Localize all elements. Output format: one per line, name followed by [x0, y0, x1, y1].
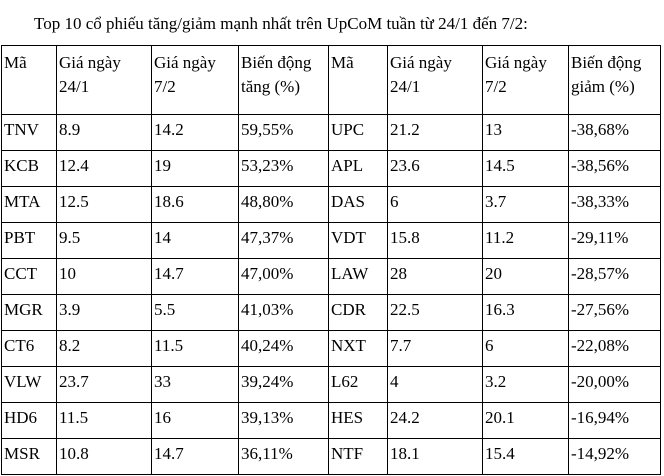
cell-up-code: CT6 [2, 331, 57, 367]
cell-up-price-start: 10.8 [57, 439, 152, 475]
cell-up-change: 47,00% [239, 259, 329, 295]
cell-down-change: -29,11% [569, 223, 661, 259]
cell-down-code: NXT [329, 331, 388, 367]
table-row [2, 367, 661, 403]
cell-up-price-end: 18.6 [152, 187, 239, 223]
cell-up-code: TNV [2, 115, 57, 151]
header-price-start-down: Giá ngày 24/1 [388, 46, 483, 115]
cell-down-code: HES [329, 403, 388, 439]
cell-up-price-start: 12.4 [57, 151, 152, 187]
cell-down-price-end: 14.5 [483, 151, 569, 187]
cell-up-price-end: 16 [152, 403, 239, 439]
table-row [2, 115, 661, 151]
table-row [2, 295, 661, 331]
cell-down-change: -38,56% [569, 151, 661, 187]
cell-down-code: UPC [329, 115, 388, 151]
cell-up-price-end: 19 [152, 151, 239, 187]
cell-up-change: 59,55% [239, 115, 329, 151]
cell-up-price-start: 10 [57, 259, 152, 295]
cell-down-price-end: 16.3 [483, 295, 569, 331]
cell-down-price-end: 11.2 [483, 223, 569, 259]
table-row [2, 403, 661, 439]
cell-down-change: -20,00% [569, 367, 661, 403]
header-price-start-up: Giá ngày 24/1 [57, 46, 152, 115]
table-row [2, 223, 661, 259]
cell-up-price-end: 11.5 [152, 331, 239, 367]
cell-up-price-start: 8.9 [57, 115, 152, 151]
cell-up-code: VLW [2, 367, 57, 403]
cell-up-change: 39,13% [239, 403, 329, 439]
cell-down-code: NTF [329, 439, 388, 475]
cell-down-code: VDT [329, 223, 388, 259]
cell-up-price-end: 14.7 [152, 439, 239, 475]
cell-up-code: KCB [2, 151, 57, 187]
cell-down-price-end: 13 [483, 115, 569, 151]
cell-down-change: -14,92% [569, 439, 661, 475]
table-row [2, 187, 661, 223]
cell-down-code: CDR [329, 295, 388, 331]
header-price-end-down: Giá ngày 7/2 [483, 46, 569, 115]
cell-down-price-start: 23.6 [388, 151, 483, 187]
cell-up-code: MSR [2, 439, 57, 475]
header-change-down: Biến động giảm (%) [569, 46, 661, 115]
cell-up-price-end: 14.2 [152, 115, 239, 151]
table-caption: Top 10 cổ phiếu tăng/giảm mạnh nhất trên UpCoM tuần từ 24/1 đến 7/2: [34, 14, 528, 33]
cell-up-change: 40,24% [239, 331, 329, 367]
cell-up-price-end: 14 [152, 223, 239, 259]
cell-up-code: CCT [2, 259, 57, 295]
cell-down-code: DAS [329, 187, 388, 223]
cell-down-change: -16,94% [569, 403, 661, 439]
cell-down-price-end: 20 [483, 259, 569, 295]
cell-down-code: L62 [329, 367, 388, 403]
header-code-up: Mã [2, 46, 57, 115]
cell-up-price-start: 8.2 [57, 331, 152, 367]
table-row [2, 151, 661, 187]
cell-down-price-end: 6 [483, 331, 569, 367]
cell-down-price-start: 6 [388, 187, 483, 223]
cell-down-change: -27,56% [569, 295, 661, 331]
cell-down-price-end: 3.7 [483, 187, 569, 223]
cell-up-price-end: 5.5 [152, 295, 239, 331]
cell-down-price-start: 7.7 [388, 331, 483, 367]
table-row [2, 259, 661, 295]
cell-up-price-start: 23.7 [57, 367, 152, 403]
cell-up-code: PBT [2, 223, 57, 259]
cell-down-price-start: 22.5 [388, 295, 483, 331]
cell-up-price-start: 11.5 [57, 403, 152, 439]
cell-up-change: 39,24% [239, 367, 329, 403]
cell-down-change: -38,33% [569, 187, 661, 223]
cell-up-code: HD6 [2, 403, 57, 439]
cell-down-price-start: 15.8 [388, 223, 483, 259]
table-body [2, 115, 661, 475]
header-change-up: Biến động tăng (%) [239, 46, 329, 115]
table-row [2, 439, 661, 475]
cell-down-code: APL [329, 151, 388, 187]
cell-down-code: LAW [329, 259, 388, 295]
cell-up-price-end: 14.7 [152, 259, 239, 295]
cell-up-code: MTA [2, 187, 57, 223]
header-code-down: Mã [329, 46, 388, 115]
cell-up-price-start: 12.5 [57, 187, 152, 223]
cell-up-price-start: 3.9 [57, 295, 152, 331]
stock-change-table [1, 45, 661, 475]
cell-down-change: -28,57% [569, 259, 661, 295]
cell-down-price-start: 28 [388, 259, 483, 295]
cell-down-price-end: 20.1 [483, 403, 569, 439]
cell-up-code: MGR [2, 295, 57, 331]
cell-up-change: 41,03% [239, 295, 329, 331]
cell-down-price-start: 21.2 [388, 115, 483, 151]
cell-up-change: 36,11% [239, 439, 329, 475]
cell-down-price-end: 15.4 [483, 439, 569, 475]
cell-down-change: -38,68% [569, 115, 661, 151]
header-price-end-up: Giá ngày 7/2 [152, 46, 239, 115]
cell-up-price-start: 9.5 [57, 223, 152, 259]
cell-up-price-end: 33 [152, 367, 239, 403]
table-row [2, 331, 661, 367]
cell-down-price-start: 24.2 [388, 403, 483, 439]
cell-up-change: 53,23% [239, 151, 329, 187]
cell-down-price-start: 18.1 [388, 439, 483, 475]
cell-down-price-end: 3.2 [483, 367, 569, 403]
cell-up-change: 48,80% [239, 187, 329, 223]
cell-down-change: -22,08% [569, 331, 661, 367]
cell-down-price-start: 4 [388, 367, 483, 403]
cell-up-change: 47,37% [239, 223, 329, 259]
header-row [2, 46, 661, 115]
